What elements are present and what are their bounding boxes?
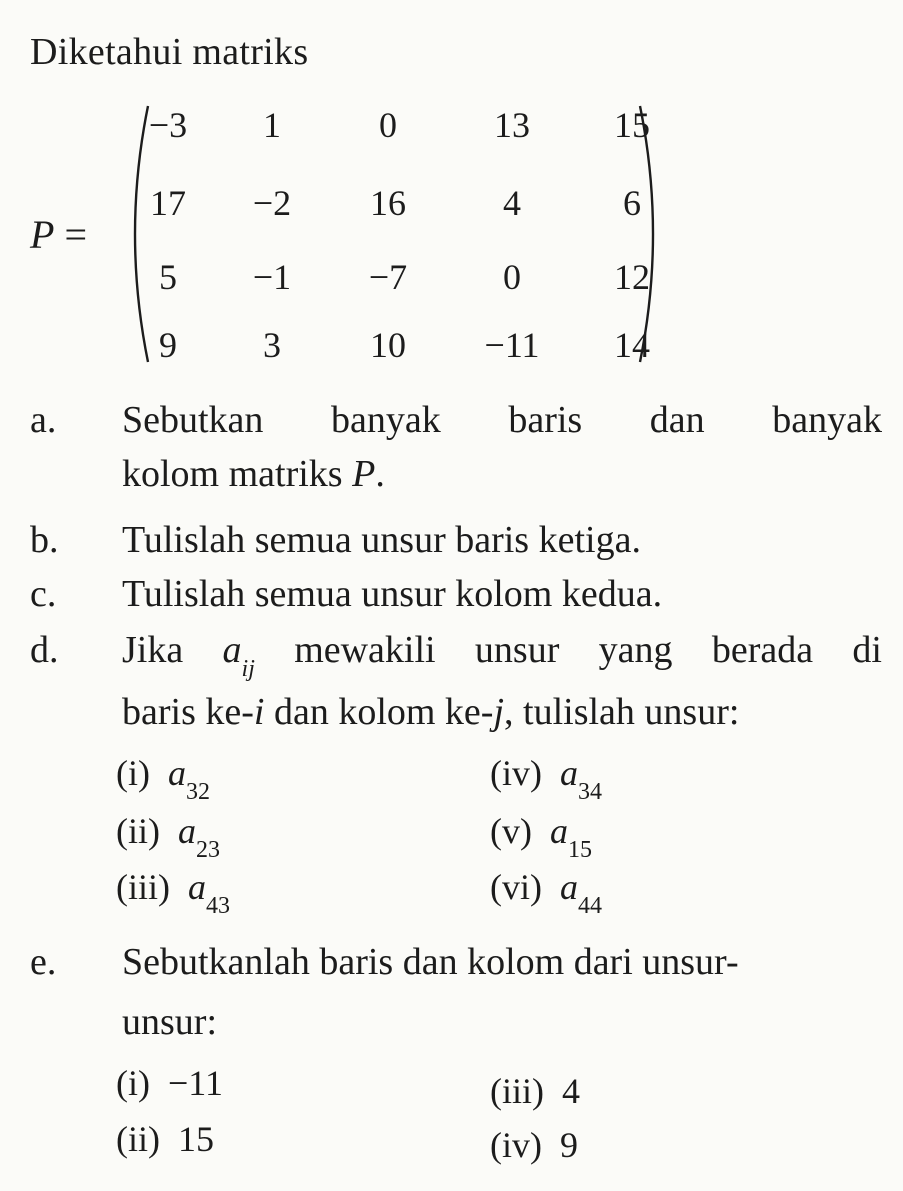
question-a-line1: Sebutkan banyak baris dan banyak	[122, 399, 882, 441]
j-var: j	[493, 691, 505, 733]
index-subscript: 43	[205, 893, 230, 919]
index-subscript: 23	[195, 837, 220, 863]
a-var: a	[222, 629, 242, 671]
matrix-cell: 12	[614, 257, 650, 297]
matrix-cell: 3	[263, 325, 281, 365]
matrix-cell: 13	[494, 105, 530, 145]
element-ref	[559, 866, 602, 919]
period: .	[375, 453, 385, 495]
element-value: −11	[167, 1063, 223, 1103]
value-item	[116, 1062, 223, 1104]
item-number: (v)	[490, 811, 532, 851]
question-c-text: Tulislah semua unsur kolom kedua.	[122, 573, 663, 615]
matrix-cell: −11	[484, 325, 540, 365]
equals-sign: =	[64, 212, 87, 257]
matrix-cell: −7	[368, 257, 408, 297]
d-line1-pre: Jika	[122, 629, 223, 671]
matrix-cell: 16	[370, 183, 406, 223]
question-b-text: Tulislah semua unsur baris ketiga.	[122, 519, 641, 561]
question-e-marker: e.	[30, 941, 57, 983]
index-subscript: 34	[577, 779, 602, 805]
item-number: (iii)	[116, 867, 170, 907]
element-item	[116, 752, 210, 805]
question-c-marker: c.	[30, 573, 57, 615]
matrix-cell: −3	[148, 105, 188, 145]
question-e-line1: Sebutkanlah baris dan kolom dari unsur-	[122, 941, 739, 983]
matrix-p	[30, 98, 710, 370]
d-line2-a: baris ke-	[122, 691, 254, 733]
element-ref	[167, 752, 210, 805]
matrix-cell: 0	[503, 257, 521, 297]
index-subscript: 15	[567, 837, 592, 863]
ij-subscript: ij	[241, 656, 255, 682]
matrix-var: P	[352, 453, 376, 495]
value-item	[490, 1124, 578, 1166]
matrix-cell: 6	[623, 183, 641, 223]
element-value: 4	[561, 1071, 580, 1111]
element-item	[116, 810, 220, 863]
question-d-marker: d.	[30, 629, 59, 671]
matrix-cell: 15	[614, 105, 650, 145]
matrix-cell: −1	[252, 257, 292, 297]
i-var: i	[253, 691, 265, 733]
a-var: a	[167, 753, 186, 793]
matrix-cell: 14	[614, 325, 650, 365]
matrix-cell: 9	[159, 325, 177, 365]
matrix-cell: 1	[263, 105, 281, 145]
question-a-line2	[122, 450, 882, 498]
matrix-cell: −2	[252, 183, 292, 223]
item-number: (ii)	[116, 811, 160, 851]
matrix-cell: 4	[503, 183, 521, 223]
question-e-line2: unsur:	[122, 1001, 217, 1043]
d-line1-post: mewakili unsur yang berada di	[254, 629, 882, 671]
item-number: (i)	[116, 1063, 150, 1103]
value-item	[490, 1070, 580, 1112]
question-b-marker: b.	[30, 519, 59, 561]
d-line2-c: , tulislah unsur:	[504, 691, 740, 733]
matrix-name: P	[30, 212, 55, 257]
element-item	[490, 866, 602, 919]
element-ref	[187, 866, 230, 919]
element-item	[116, 866, 230, 919]
index-subscript: 32	[185, 779, 210, 805]
item-number: (iii)	[490, 1071, 544, 1111]
a-var: a	[549, 811, 568, 851]
item-number: (ii)	[116, 1119, 160, 1159]
matrix-cell: 5	[159, 257, 177, 297]
index-subscript: 44	[577, 893, 602, 919]
question-a-marker: a.	[30, 399, 57, 441]
matrix-cell: 0	[379, 105, 397, 145]
value-item	[116, 1118, 214, 1160]
a-var: a	[559, 867, 578, 907]
a-var: a	[177, 811, 196, 851]
d-line2-b: dan kolom ke-	[264, 691, 494, 733]
item-number: (iv)	[490, 753, 542, 793]
a-var: a	[559, 753, 578, 793]
item-number: (iv)	[490, 1125, 542, 1165]
question-a-line2-text: kolom matriks	[122, 453, 353, 495]
element-item	[490, 752, 602, 805]
matrix-cell: 17	[150, 183, 186, 223]
element-value: 15	[177, 1119, 214, 1159]
question-d-line1	[122, 626, 882, 682]
item-number: (vi)	[490, 867, 542, 907]
item-number: (i)	[116, 753, 150, 793]
a-var: a	[187, 867, 206, 907]
element-ref	[559, 752, 602, 805]
matrix-cell: 10	[370, 325, 406, 365]
question-d-line2	[122, 688, 882, 736]
element-value: 9	[559, 1125, 578, 1165]
intro-text: Diketahui matriks	[30, 31, 309, 73]
element-item	[490, 810, 592, 863]
element-ref	[549, 810, 592, 863]
element-ref	[177, 810, 220, 863]
